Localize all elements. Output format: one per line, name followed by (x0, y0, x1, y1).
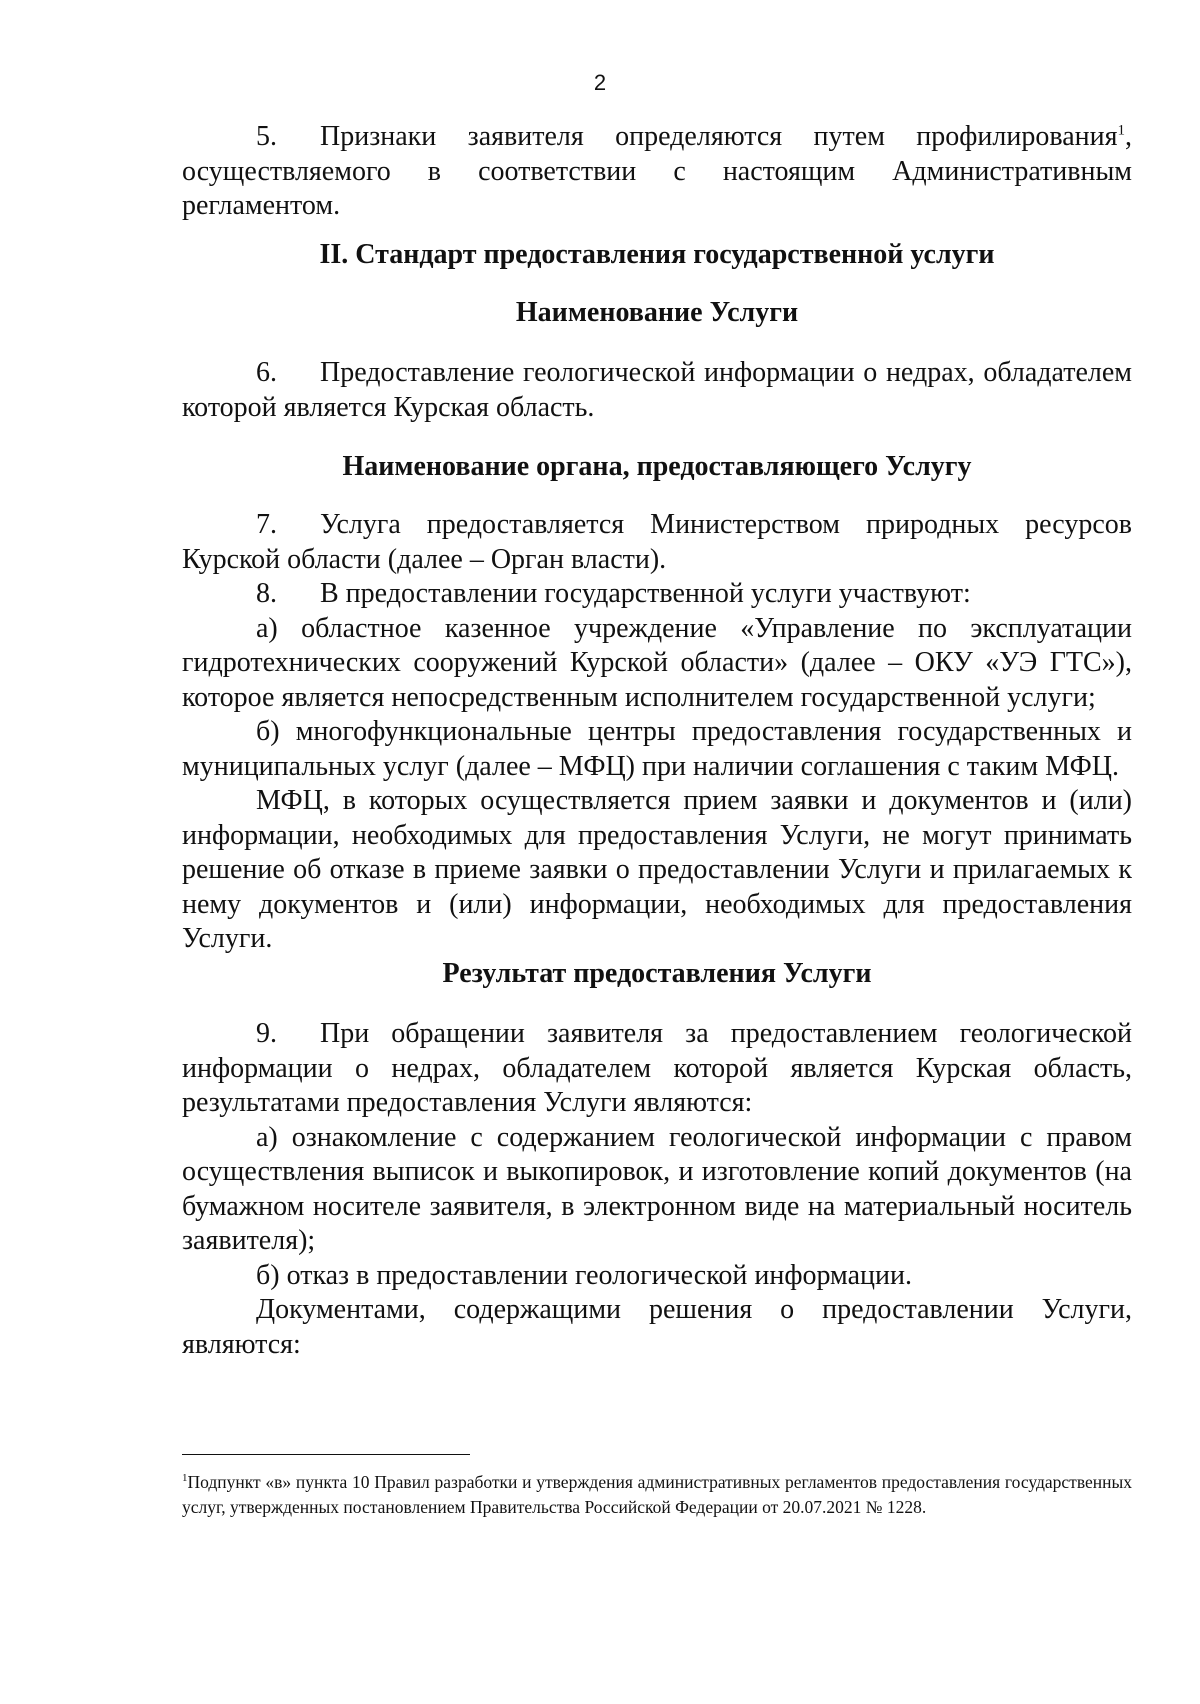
heading-organ: Наименование органа, предоставляющего Услугу (342, 451, 972, 482)
section-organ-body (182, 508, 1132, 957)
footnote-divider (182, 1454, 470, 1455)
paragraph-number: 5. (256, 121, 277, 152)
paragraph-number: 6. (256, 357, 277, 388)
paragraph-text: Признаки заявителя определяются путем профилирования (320, 121, 1118, 152)
paragraph-7-text: Услуга предоставляется Министерством природных ресурсов Курской области (далее – Орган власти). (182, 509, 1132, 575)
page-number: 2 (593, 70, 607, 95)
section-title: II. Стандарт предоставления государственной услуги (319, 239, 995, 270)
footnote (182, 1470, 1132, 1520)
paragraph-8-text: В предоставлении государственной услуги участвуют: (320, 578, 971, 609)
paragraph-9a: а) ознакомление с содержанием геологической информации с правом осуществления выписок и выкопировок, и изготовление копий документов (на бумажном носителе заявителя, в электронном виде на материальный носитель заявителя); (182, 1121, 1132, 1256)
paragraph-docs: Документами, содержащими решения о предоставлении Услуги, являются: (182, 1294, 1132, 1360)
paragraph-text-cont: , осуществляемого в соответствии с настоящим Административным регламентом. (182, 121, 1132, 221)
paragraph-number: 9. (256, 1018, 277, 1049)
paragraph-mfc: МФЦ, в которых осуществляется прием заявки и документов и (или) информации, необходимых для предоставления Услуги, не могут принимать решение об отказе в приеме заявки о предоставлении Услуги и прилагаемых к нему документов и (или) информации, необходимых для предоставления Услуги. (182, 785, 1132, 954)
footnote-marker: 1 (182, 1472, 188, 1485)
paragraph-8b: б) многофункциональные центры предоставления государственных и муниципальных услуг (далее – МФЦ) при наличии соглашения с таким МФЦ. (182, 716, 1132, 782)
paragraph-number: 7. (256, 509, 277, 540)
paragraph-number: 8. (256, 578, 277, 609)
section-result-body (182, 1017, 1132, 1362)
paragraph-8a: а) областное казенное учреждение «Управление по эксплуатации гидротехнических сооружений Курской области» (далее – ОКУ «УЭ ГТС»), которое является непосредственным исполнителем государственной услуги; (182, 612, 1132, 713)
paragraph-text: Предоставление геологической информации о недрах, обладателем которой является Курская область. (182, 357, 1132, 423)
paragraph-9b: б) отказ в предоставлении геологической информации. (256, 1259, 912, 1291)
footnote-text: Подпункт «в» пункта 10 Правил разработки и утверждения административных регламентов предоставления государственных услуг, утвержденных постановлением Правительства Российской Федерации от 20.07.2021 № 1228. (182, 1472, 1132, 1517)
heading-service-name: Наименование Услуги (515, 297, 799, 328)
heading-result: Результат предоставления Услуги (442, 958, 872, 989)
footnote-ref: 1 (1117, 122, 1125, 139)
paragraph-9-text: При обращении заявителя за предоставлением геологической информации о недрах, обладателем которой является Курская область, результатами предоставления Услуги являются: (182, 1018, 1132, 1118)
paragraph-6 (182, 356, 1132, 425)
paragraph-5 (182, 120, 1132, 224)
